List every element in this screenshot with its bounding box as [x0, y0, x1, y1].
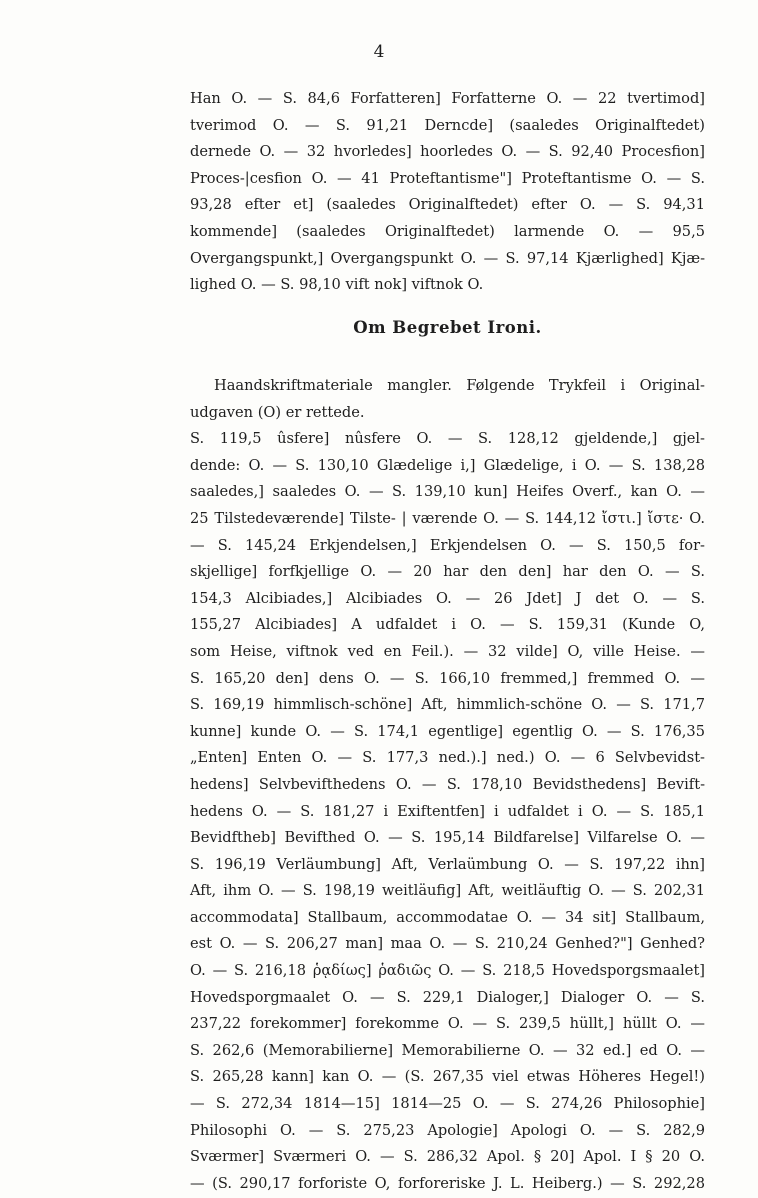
text-line: Haandskriftmateriale mangler. Følgende Trykfeil i Original- — [214, 377, 705, 394]
text-line: 93,28 efter et] (saaledes Originalftedet) efter O. — S. 94,31 — [190, 196, 705, 214]
text-line: tverimod O. — S. 91,21 Derncde] (saaledes Originalftedet) — [190, 116, 705, 134]
text-line: accommodata] Stallbaum, accommodatae O. — 34 sit] Stallbaum, — [190, 908, 705, 926]
text-line: Proces-|cesfion O. — 41 Proteftantisme"] Proteftantisme O. — S. — [190, 169, 705, 187]
text-line: 237,22 forekommer] forekomme O. — S. 239,5 hüllt,] hüllt O. — — [190, 1015, 705, 1033]
text-line: — S. 272,34 1814—15] 1814—25 O. — S. 274,26 Philosophie] — [190, 1095, 705, 1113]
text-line: — (S. 290,17 forforiste O, forforeriske J. L. Heiberg.) — S. 292,28 — [190, 1174, 705, 1192]
text-line: lighed O. — S. 98,10 vift nok] viftnok O. — [190, 276, 484, 294]
errata-list-irony — [190, 373, 705, 1197]
text-line: 154,3 Alcibiades,] Alcibiades O. — 26 Jdet] J det O. — S. — [190, 589, 705, 607]
text-line: Bevidftheb] Bevifthed O. — S. 195,14 Bildfarelse] Vilfarelse O. — — [190, 829, 705, 847]
section-heading: Om Begrebet Ironi. — [353, 318, 542, 337]
text-line: Philosophi O. — S. 275,23 Apologie] Apologi O. — S. 282,9 — [190, 1121, 705, 1139]
text-line: O. — S. 216,18 ῥᾳδίως] ῥαδιῶς O. — S. 218,5 Hovedsporgsmaalet] — [190, 962, 705, 980]
text-line: 155,27 Alcibiades] A udfaldet i O. — S. 159,31 (Kunde O, — [190, 616, 705, 634]
text-line: dernede O. — 32 hvorledes] hoorledes O. — S. 92,40 Procesfion] — [190, 143, 705, 161]
text-line: S. 265,28 kann] kan O. — (S. 267,35 viel etwas Höheres Hegel!) — [190, 1068, 705, 1086]
page-number: 4 — [373, 42, 385, 62]
text-line: S. 196,19 Verläumbung] Aft, Verlaümbung O. — S. 197,22 ihn] — [190, 855, 705, 873]
text-line: dende: O. — S. 130,10 Glædelige i,] Glædelige, i O. — S. 138,28 — [190, 456, 705, 474]
text-line: S. 119,5 ûsfere] nûsfere O. — S. 128,12 gjeldende,] gjel- — [190, 430, 705, 448]
text-line: est O. — S. 206,27 man] maa O. — S. 210,24 Genhed?"] Genhed? — [190, 935, 705, 953]
text-line: hedens O. — S. 181,27 i Exiftentfen] i udfaldet i O. — S. 185,1 — [190, 802, 705, 820]
text-line: „Enten] Enten O. — S. 177,3 ned.).] ned.) O. — 6 Selvbevidst- — [190, 749, 705, 767]
text-line: — S. 145,24 Erkjendelsen,] Erkjendelsen O. — S. 150,5 for- — [190, 536, 705, 554]
text-line: S. 165,20 den] dens O. — S. 166,10 fremmed,] fremmed O. — — [190, 669, 705, 687]
text-line: S. 169,19 himmlisch-schöne] Aft, himmlich-schöne O. — S. 171,7 — [190, 696, 705, 714]
text-line: saaledes,] saaledes O. — S. 139,10 kun] Heifes Overf., kan O. — — [190, 483, 705, 501]
text-line: hedens] Selvbevifthedens O. — S. 178,10 Bevidsthedens] Bevift- — [190, 775, 705, 793]
text-line: S. 262,6 (Memorabilierne] Memorabilierne O. — 32 ed.] ed O. — — [190, 1041, 705, 1059]
text-line: kommende] (saaledes Originalftedet) larmende O. — 95,5 — [190, 222, 705, 240]
text-line: Aft, ihm O. — S. 198,19 weitläufig] Aft, weitläuftig O. — S. 202,31 — [190, 882, 705, 900]
text-line: Sværmer] Sværmeri O. — S. 286,32 Apol. § 20] Apol. I § 20 O. — [190, 1148, 705, 1166]
text-line: Hovedsporgmaalet O. — S. 229,1 Dialoger,] Dialoger O. — S. — [190, 988, 705, 1006]
errata-list-continued — [190, 86, 705, 299]
text-line: Han O. — S. 84,6 Forfatteren] Forfatterne O. — 22 tvertimod] — [190, 90, 705, 107]
text-line: kunne] kunde O. — S. 174,1 egentlige] egentlig O. — S. 176,35 — [190, 722, 705, 740]
text-line: udgaven (O) er rettede. — [190, 403, 365, 421]
text-line: Overgangspunkt,] Overgangspunkt O. — S. 97,14 Kjærlighed] Kjæ- — [190, 249, 705, 267]
text-line: som Heise, viftnok ved en Feil.). — 32 vilde] O, ville Heise. — — [190, 642, 705, 660]
text-line: 25 Tilstedeværende] Tilste- | værende O. — S. 144,12 ἴστι.] ἴστε· O. — [190, 509, 705, 527]
text-line: skjellige] forfkjellige O. — 20 har den den] har den O. — S. — [190, 563, 705, 581]
